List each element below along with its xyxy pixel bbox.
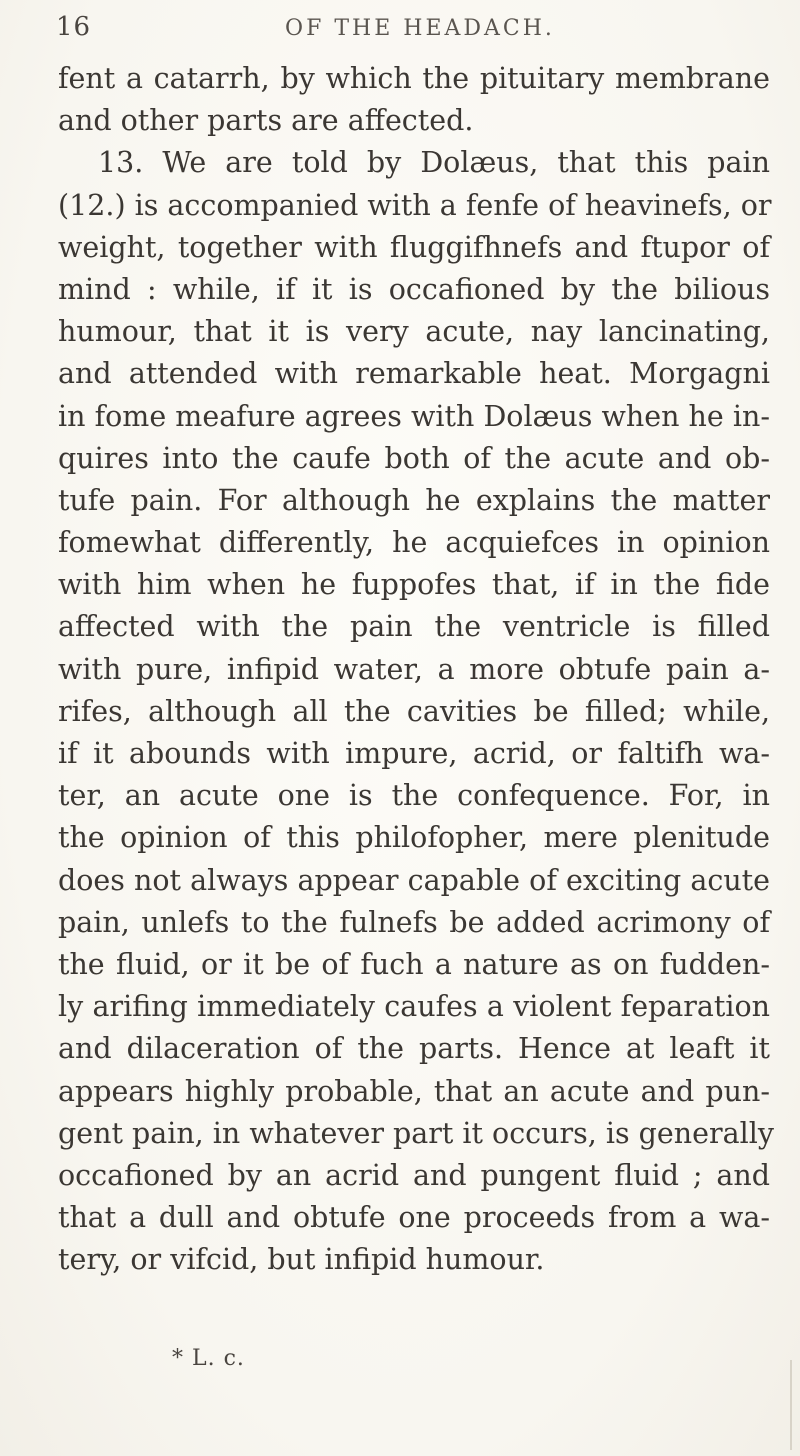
text-line: with pure, infipid water, a more obtufe pain a- — [58, 652, 770, 686]
text-line: appears highly probable, that an acute and pun- — [58, 1074, 770, 1108]
text-line: gent pain, in whatever part it occurs, is generally — [58, 1116, 774, 1150]
text-line: fomewhat differently, he acquiefces in opinion — [58, 526, 770, 560]
text-line: weight, together with fluggifhnefs and ftupor of — [58, 230, 770, 264]
text-line: and attended with remarkable heat. Morgagni — [58, 357, 770, 391]
text-line: 13. We are told by Dolæus, that this pain — [98, 146, 770, 180]
text-line: occafioned by an acrid and pungent fluid ; and — [58, 1158, 770, 1192]
text-line: in fome meafure agrees with Dolæus when he in- — [58, 399, 770, 433]
body-text — [58, 58, 774, 1281]
text-line: the fluid, or it be of fuch a nature as on fudden- — [58, 947, 770, 981]
page-number: 16 — [56, 12, 92, 42]
text-line: with him when he fuppofes that, if in the fide — [58, 568, 770, 602]
text-line: mind : while, if it is occafioned by the bilious — [58, 272, 770, 306]
text-line: tufe pain. For although he explains the matter — [58, 483, 770, 517]
text-line: the opinion of this philofopher, mere plenitude — [58, 821, 770, 855]
text-line: affected with the pain the ventricle is filled — [58, 610, 770, 644]
text-line: and dilaceration of the parts. Hence at leaft it — [58, 1032, 770, 1066]
page-edge-mark — [790, 1360, 792, 1450]
text-line: fent a catarrh, by which the pituitary membrane — [58, 62, 770, 95]
text-line: that a dull and obtufe one proceeds from a wa- — [58, 1201, 770, 1235]
text-line: pain, unlefs to the fulnefs be added acrimony of — [58, 905, 770, 939]
text-line: tery, or vifcid, but infipid humour. — [58, 1243, 545, 1277]
text-line: humour, that it is very acute, nay lancinating, — [58, 315, 770, 349]
page-header — [40, 8, 760, 48]
text-line: ter, an acute one is the confequence. For, in — [58, 779, 770, 813]
text-line: if it abounds with impure, acrid, or faltifh wa- — [58, 737, 770, 770]
text-line: ly arifing immediately caufes a violent feparation — [58, 990, 770, 1024]
text-line: rifes, although all the cavities be filled; while, — [58, 694, 770, 728]
running-head: OF THE HEADACH. — [285, 16, 555, 41]
text-line: quires into the caufe both of the acute and ob- — [58, 441, 770, 475]
signature-mark: * L. c. — [172, 1346, 245, 1371]
text-line: and other parts are affected. — [58, 104, 474, 138]
text-line: does not always appear capable of exciting acute — [58, 863, 770, 897]
text-line: (12.) is accompanied with a fenfe of heavinefs, or — [58, 188, 772, 222]
